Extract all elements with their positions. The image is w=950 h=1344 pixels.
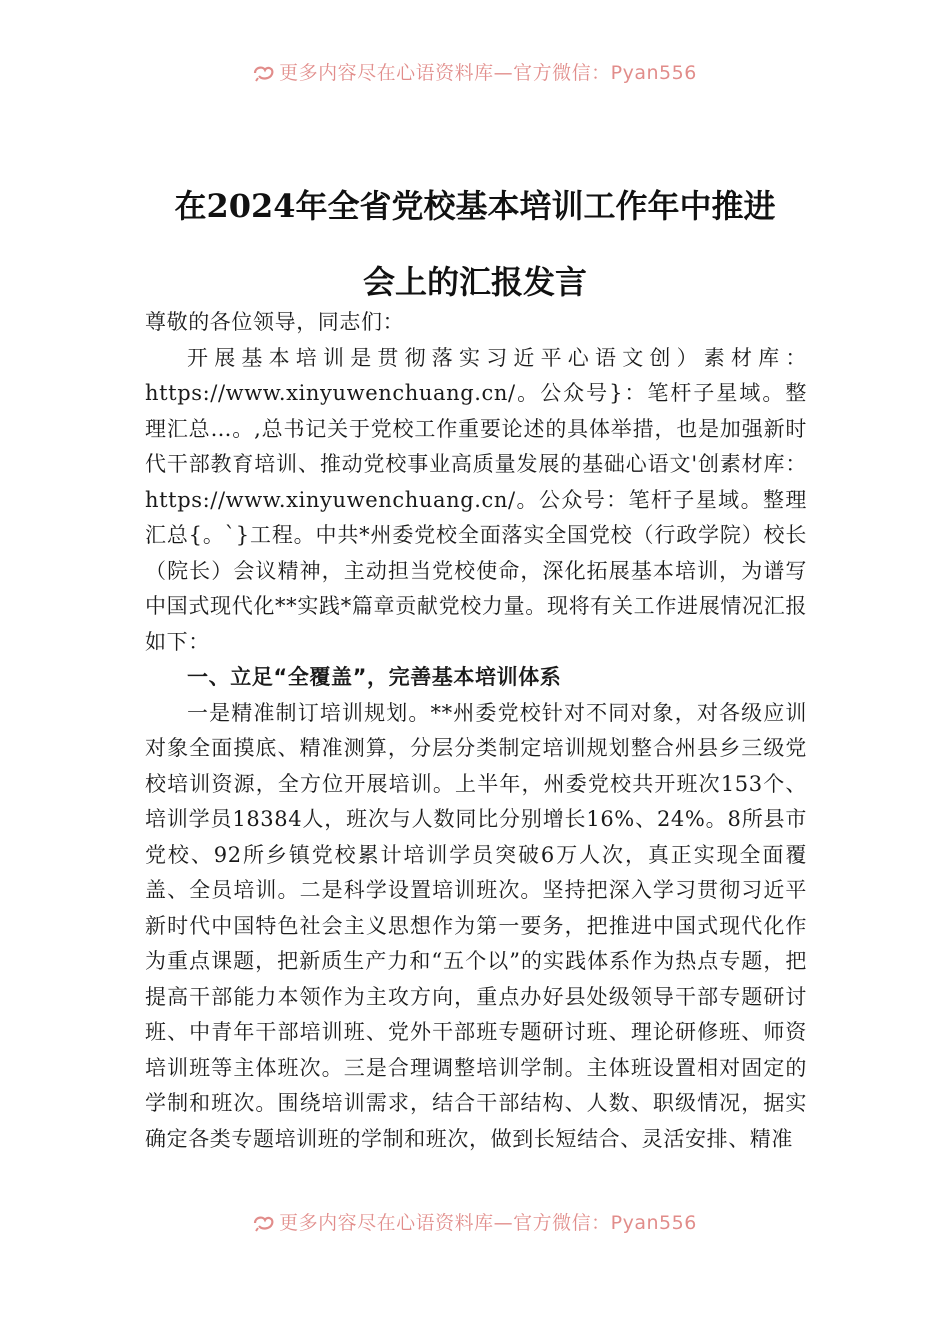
logo-icon (253, 64, 275, 82)
watermark-text: 更多内容尽在心语资料库—官方微信：Pyan556 (279, 62, 697, 84)
title-line-2: 会上的汇报发言 (362, 263, 587, 301)
section-1-body: 一是精准制订培训规划。**州委党校针对不同对象，对各级应训对象全面摸底、精准测算，分层分类制定培训规划整合州县乡三级党校培训资源，全方位开展培训。上半年，州委党校共开班次153个、培训学员18384人，班次与人数同比分别增长16%、24%。8所县市党校、92所乡镇党校累计培训学员突破6万人次，真正实现全面覆盖、全员培训。二是科学设置培训班次。坚持把深入学习贯彻习近平新时代中国特色社会主义思想作为第一要务，把推进中国式现代化作为重点课题，把新质生产力和“五个以”的实践体系作为热点专题，把提高干部能力本领作为主攻方向，重点办好县处级领导干部专题研讨班、中青年干部培训班、党外干部班专题研讨班、理论研修班、师资培训班等主体班次。三是合理调整培训学制。主体班设置相对固定的学制和班次。围绕培训需求，结合干部结构、人数、职级情况，据实确定各类专题培训班的学制和班次，做到长短结合、灵活安排、精准 (145, 700, 807, 1151)
section-heading-1: 一、立足“全覆盖”，完善基本培训体系 (187, 665, 562, 689)
watermark-top (0, 58, 950, 85)
document-body (145, 305, 807, 1157)
logo-icon (253, 1214, 275, 1232)
watermark-text: 更多内容尽在心语资料库—官方微信：Pyan556 (279, 1212, 697, 1234)
intro-paragraph: 开展基本培训是贯彻落实习近平心语文创）素材库：https://www.xinyuwenchuang.cn/。公众号}：笔杆子星域。整理汇总…。,总书记关于党校工作重要论述的具体举措，也是加强新时代干部教育培训、推动党校事业高质量发展的基础心语文'创素材库：https://www.xinyuwenchuang.cn/。公众号：笔杆子星域。整理汇总{。`}工程。中共*州委党校全面落实全国党校（行政学院）校长（院长）会议精神，主动担当党校使命，深化拓展基本培训，为谱写中国式现代化**实践*篇章贡献党校力量。现将有关工作进展情况汇报如下： (145, 345, 807, 654)
watermark-bottom (0, 1208, 950, 1235)
salutation: 尊敬的各位领导，同志们： (145, 310, 405, 334)
page-title (100, 168, 850, 320)
title-line-1: 在2024年全省党校基本培训工作年中推进 (174, 187, 776, 225)
